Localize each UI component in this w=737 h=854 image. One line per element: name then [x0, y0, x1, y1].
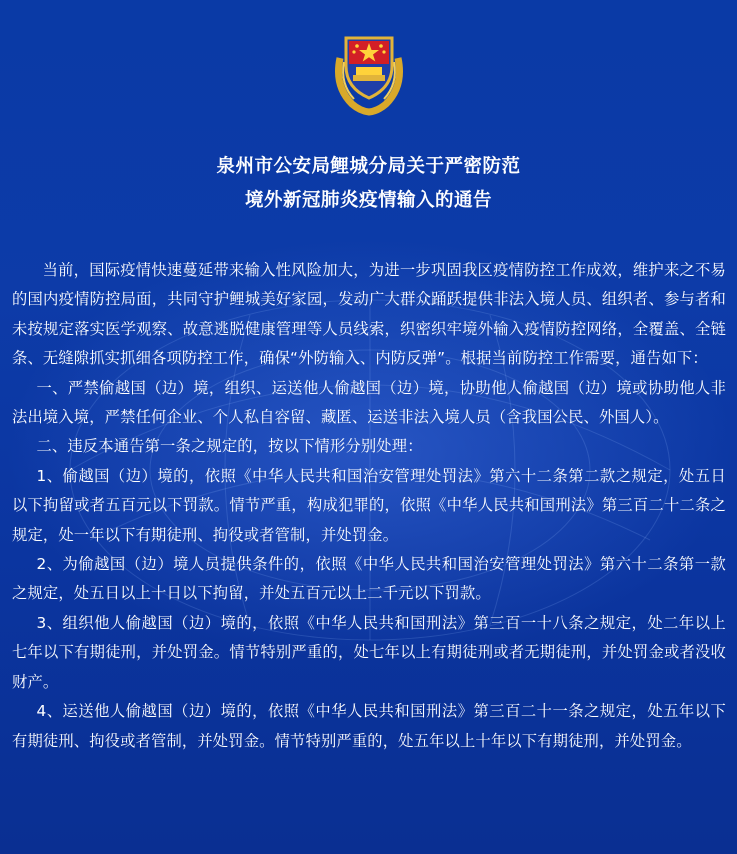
notice-body	[12, 256, 726, 756]
penalty-item-1: 1、偷越国（边）境的，依照《中华人民共和国治安管理处罚法》第六十二条第二款之规定，处五日以下拘留或者五百元以下罚款。情节严重，构成犯罪的，依照《中华人民共和国刑法》第三百二十二条之规定，处一年以下有期徒刑、拘役或者管制，并处罚金。	[12, 466, 726, 544]
intro-paragraph: 当前，国际疫情快速蔓延带来输入性风险加大，为进一步巩固我区疫情防控工作成效，维护来之不易的国内疫情防控局面，共同守护鲤城美好家园，发动广大群众踊跃提供非法入境人员、组织者、参与者和未按规定落实医学观察、故意逃脱健康管理等人员线索，织密织牢境外输入疫情防控网络，全覆盖、全链条、无缝隙抓实抓细各项防控工作，确保“外防输入、内防反弹”。根据当前防控工作需要，通告如下：	[12, 261, 726, 368]
police-emblem-icon	[330, 28, 408, 116]
penalty-item-4: 4、运送他人偷越国（边）境的，依照《中华人民共和国刑法》第三百二十一条之规定，处五年以下有期徒刑、拘役或者管制，并处罚金。情节特别严重的，处五年以上十年以下有期徒刑，并处罚金。	[12, 702, 726, 750]
rule-one-paragraph: 一、严禁偷越国（边）境，组织、运送他人偷越国（边）境，协助他人偷越国（边）境或协助他人非法出境入境，严禁任何企业、个人私自容留、藏匿、运送非法入境人员（含我国公民、外国人）。	[12, 378, 726, 427]
penalty-item-2: 2、为偷越国（边）境人员提供条件的，依照《中华人民共和国治安管理处罚法》第六十二条第一款之规定，处五日以上十日以下拘留，并处五百元以上二千元以下罚款。	[12, 555, 726, 603]
penalty-item-3: 3、组织他人偷越国（边）境的，依照《中华人民共和国刑法》第三百一十八条之规定，处二年以上七年以下有期徒刑，并处罚金。情节特别严重的，处七年以上有期徒刑或者无期徒刑，并处罚金或者没收财产。	[12, 613, 726, 691]
rule-two-paragraph: 二、违反本通告第一条之规定的，按以下情形分别处理：	[36, 437, 423, 456]
notice-title-line-1: 泉州市公安局鲤城分局关于严密防范	[216, 156, 521, 177]
notice-title-line-2: 境外新冠肺炎疫情输入的通告	[244, 190, 492, 211]
